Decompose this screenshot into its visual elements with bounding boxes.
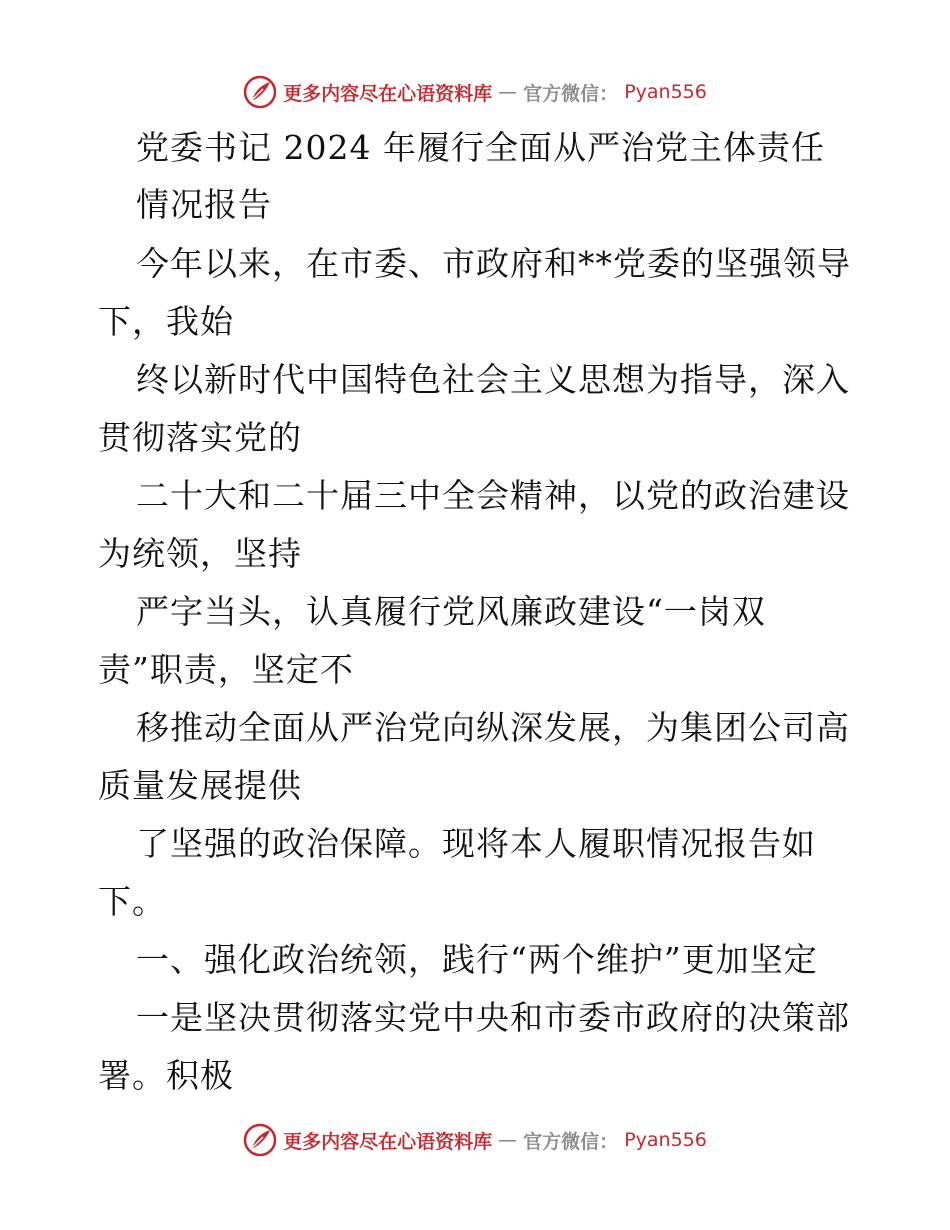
watermark-site-name: 更多内容尽在心语资料库 [283,1130,493,1153]
document-title-line-2: 情况报告 [136,185,272,224]
paragraph-line: 责”职责，坚定不 [98,650,354,689]
watermark-contact-id: Pyan556 [624,1129,707,1151]
paragraph-line: 下。 [98,882,166,921]
watermark-site-name: 更多内容尽在心语资料库 [283,82,493,105]
paragraph-line: 终以新时代中国特色社会主义思想为指导，深入 [136,360,850,399]
watermark-contact-label: 官方微信： [523,82,619,105]
feather-pen-logo-icon [243,1123,277,1157]
watermark-contact-id: Pyan556 [624,81,707,103]
paragraph-line: 署。积极 [98,1056,234,1095]
header-watermark [0,72,950,112]
watermark-separator: — [498,1129,518,1151]
paragraph-line: 质量发展提供 [98,766,302,805]
paragraph-line: 一是坚决贯彻落实党中央和市委市政府的决策部 [136,998,850,1037]
feather-pen-logo-icon [243,75,277,109]
paragraph-line: 了坚强的政治保障。现将本人履职情况报告如 [136,824,816,863]
watermark-separator: — [498,81,518,103]
document-title-line-1: 党委书记 2024 年履行全面从严治党主体责任 [136,128,825,167]
paragraph-line: 贯彻落实党的 [98,418,302,457]
watermark-contact-label: 官方微信： [523,1130,619,1153]
paragraph-line: 严字当头，认真履行党风廉政建设“一岗双 [136,592,766,631]
paragraph-line: 二十大和二十届三中全会精神，以党的政治建设 [136,476,850,515]
footer-watermark [0,1120,950,1160]
paragraph-line: 今年以来，在市委、市政府和**党委的坚强领导 [136,244,851,283]
paragraph-line: 移推动全面从严治党向纵深发展，为集团公司高 [136,708,850,747]
section-heading: 一、强化政治统领，践行“两个维护”更加坚定 [136,940,818,979]
paragraph-line: 为统领，坚持 [98,534,302,573]
paragraph-line: 下，我始 [98,302,234,341]
